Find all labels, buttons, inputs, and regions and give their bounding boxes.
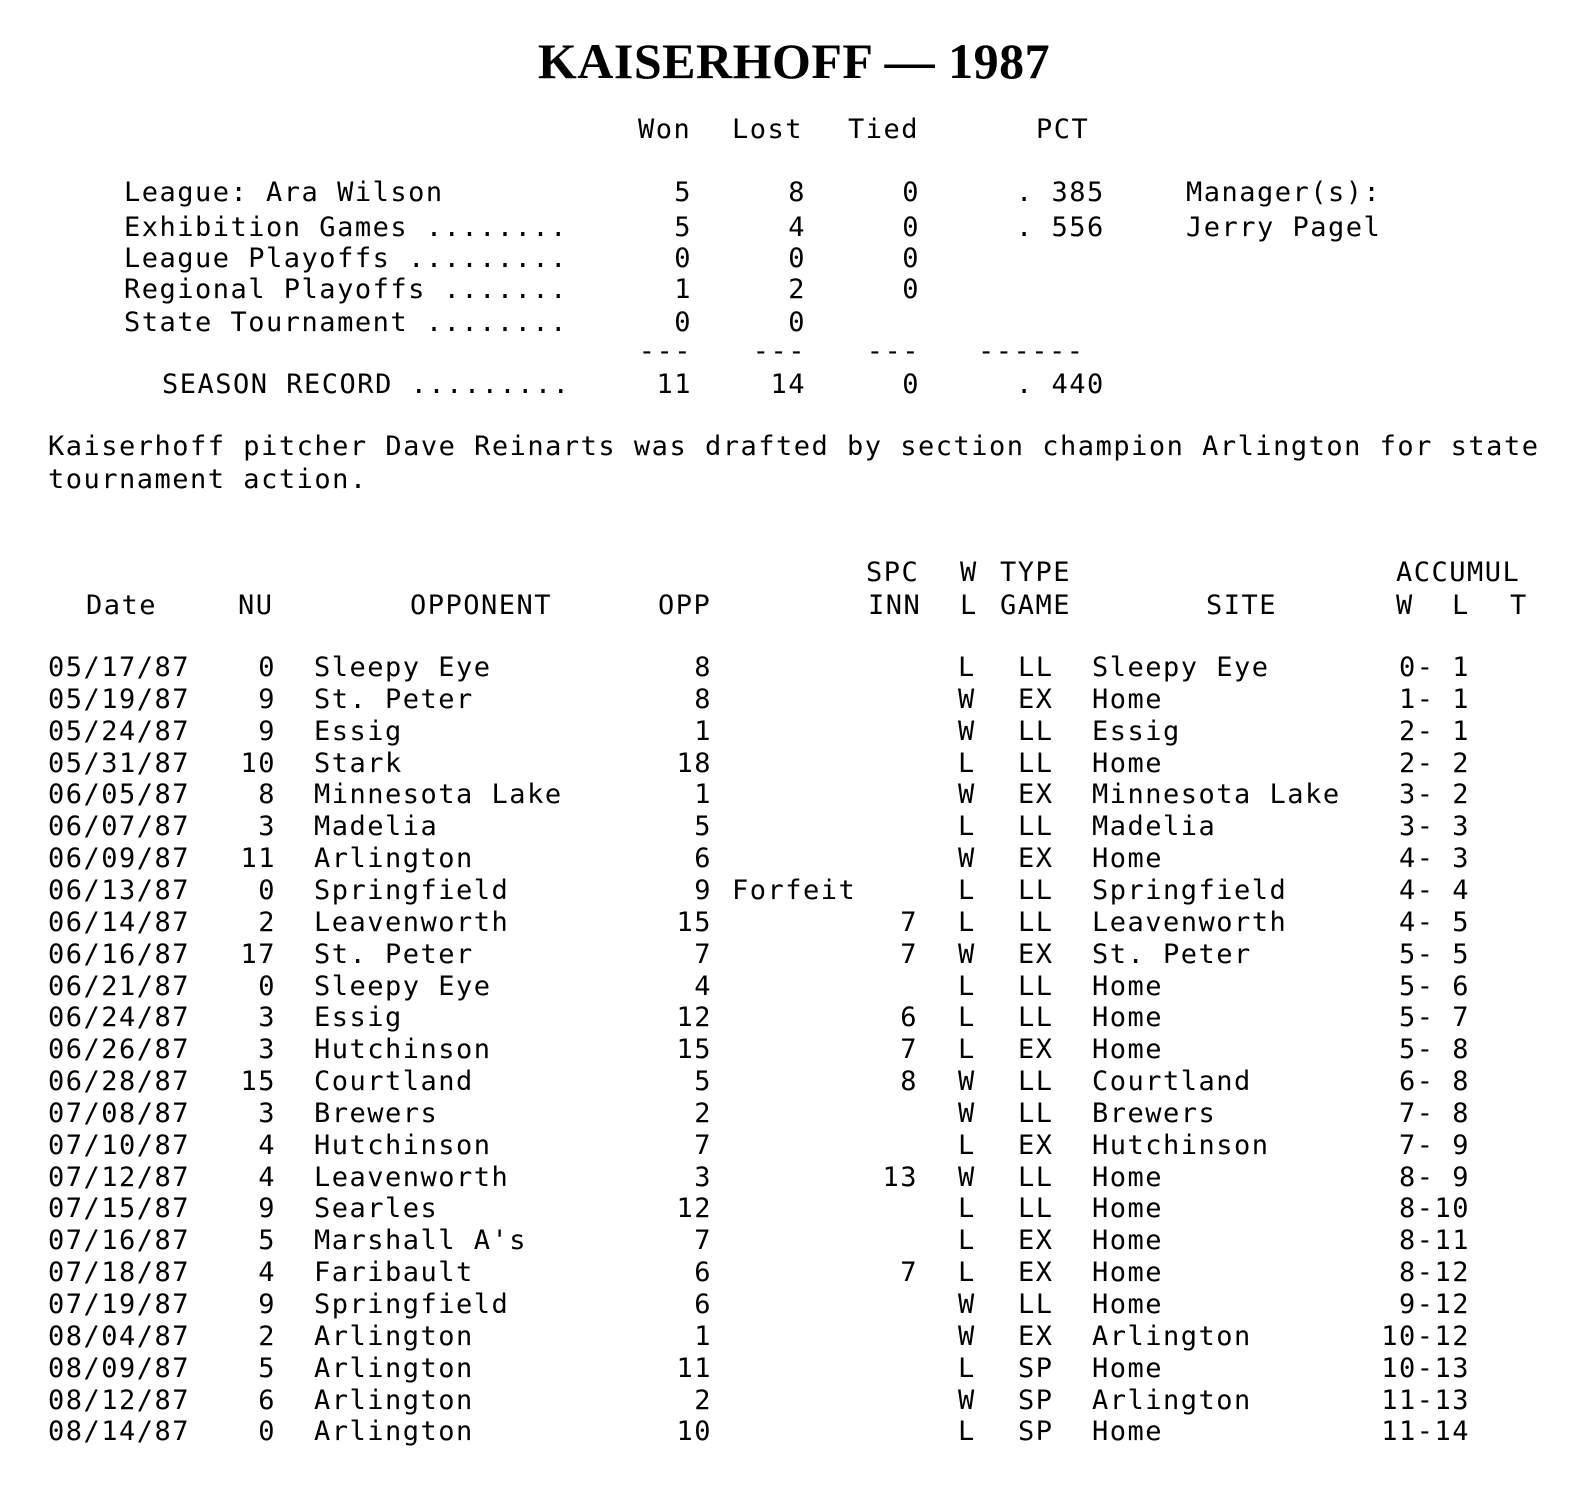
game-type: EX	[1018, 779, 1054, 810]
game-wl: L	[958, 1130, 976, 1161]
game-opp-score: 9	[694, 875, 712, 906]
game-accumulated: 11-13	[1381, 1385, 1470, 1416]
game-date: 06/14/87	[48, 907, 191, 938]
game-accumulated: 4- 3	[1398, 843, 1470, 874]
game-nu: 4	[258, 1162, 276, 1193]
summary-row-label: League: Ara Wilson	[124, 177, 444, 208]
game-opponent: Arlington	[314, 1385, 474, 1416]
game-nu: 3	[258, 1002, 276, 1033]
summary-row-won: 1	[674, 274, 692, 305]
game-accumulated: 2- 1	[1398, 716, 1470, 747]
game-spc-inn: 8	[900, 1066, 918, 1097]
accumul-header: ACCUMUL	[1396, 557, 1521, 588]
game-accumulated: 8-10	[1398, 1193, 1470, 1224]
game-wl: W	[958, 1321, 976, 1352]
game-accumulated: 11-14	[1381, 1416, 1470, 1447]
game-opponent: Arlington	[314, 1353, 474, 1384]
game-accumulated: 4- 4	[1398, 875, 1470, 906]
game-accumulated: 4- 5	[1398, 907, 1470, 938]
summary-row-lost: 4	[788, 212, 806, 243]
game-date: 08/04/87	[48, 1321, 191, 1352]
summary-row-lost: 2	[788, 274, 806, 305]
game-nu: 6	[258, 1385, 276, 1416]
game-wl: L	[958, 1353, 976, 1384]
game-site: Hutchinson	[1092, 1130, 1270, 1161]
game-type: SP	[1018, 1416, 1054, 1447]
game-date: 06/09/87	[48, 843, 191, 874]
game-nu: 4	[258, 1130, 276, 1161]
lost-header: Lost	[732, 114, 804, 145]
game-opp-score: 4	[694, 971, 712, 1002]
summary-row-pct: . 385	[1016, 177, 1105, 208]
game-type: LL	[1018, 1193, 1054, 1224]
summary-row-tied: 0	[902, 274, 920, 305]
game-site: Springfield	[1092, 875, 1288, 906]
won-divider: ---	[638, 336, 692, 367]
game-site: Home	[1092, 684, 1164, 715]
game-opp-score: 6	[694, 1257, 712, 1288]
game-nu: 0	[258, 1416, 276, 1447]
game-type: EX	[1018, 1225, 1054, 1256]
game-site: Brewers	[1092, 1098, 1217, 1129]
l-header: L	[960, 590, 978, 621]
game-opp-score: 1	[694, 1321, 712, 1352]
game-accumulated: 3- 2	[1398, 779, 1470, 810]
game-site: Home	[1092, 1002, 1164, 1033]
game-opp-score: 5	[694, 1066, 712, 1097]
game-opp-score: 8	[694, 652, 712, 683]
game-opp-score: 6	[694, 1289, 712, 1320]
game-wl: W	[958, 1162, 976, 1193]
season-tied: 0	[902, 369, 920, 400]
season-pct: . 440	[1016, 369, 1105, 400]
game-date: 08/09/87	[48, 1353, 191, 1384]
game-site: Leavenworth	[1092, 907, 1288, 938]
game-opp-score: 8	[694, 684, 712, 715]
game-wl: W	[958, 716, 976, 747]
game-site: Home	[1092, 1034, 1164, 1065]
game-nu: 5	[258, 1225, 276, 1256]
acc-l-header: L	[1452, 590, 1470, 621]
game-opponent: Madelia	[314, 811, 439, 842]
game-opponent: Arlington	[314, 843, 474, 874]
game-type: LL	[1018, 652, 1054, 683]
game-type: LL	[1018, 1066, 1054, 1097]
game-opponent: Minnesota Lake	[314, 779, 563, 810]
season-lost: 14	[770, 369, 806, 400]
game-opponent: Essig	[314, 1002, 403, 1033]
game-date: 06/05/87	[48, 779, 191, 810]
game-type: LL	[1018, 1098, 1054, 1129]
game-wl: W	[958, 939, 976, 970]
game-wl: L	[958, 1034, 976, 1065]
game-wl: L	[958, 1225, 976, 1256]
summary-row-won: 0	[674, 243, 692, 274]
game-wl: W	[958, 1385, 976, 1416]
game-nu: 0	[258, 652, 276, 683]
game-opponent: Marshall A's	[314, 1225, 528, 1256]
game-accumulated: 10-13	[1381, 1353, 1470, 1384]
game-opp-score: 7	[694, 1225, 712, 1256]
game-opponent: Sleepy Eye	[314, 971, 492, 1002]
summary-row-label: League Playoffs .........	[124, 243, 568, 274]
game-wl: L	[958, 1002, 976, 1033]
game-nu: 2	[258, 907, 276, 938]
game-accumulated: 5- 6	[1398, 971, 1470, 1002]
game-nu: 4	[258, 1257, 276, 1288]
game-nu: 3	[258, 1034, 276, 1065]
game-opp-score: 7	[694, 939, 712, 970]
summary-row-label: State Tournament ........	[124, 307, 568, 338]
summary-row-label: Exhibition Games ........	[124, 212, 568, 243]
game-nu: 8	[258, 779, 276, 810]
game-spc-inn: 7	[900, 1034, 918, 1065]
game-wl: L	[958, 811, 976, 842]
game-opponent: Springfield	[314, 1289, 510, 1320]
game-site: Home	[1092, 971, 1164, 1002]
won-header: Won	[638, 114, 692, 145]
game-spc-inn: 6	[900, 1002, 918, 1033]
game-nu: 5	[258, 1353, 276, 1384]
game-accumulated: 7- 8	[1398, 1098, 1470, 1129]
game-site: Courtland	[1092, 1066, 1252, 1097]
game-opp-score: 1	[694, 716, 712, 747]
game-nu: 9	[258, 1289, 276, 1320]
game-nu: 2	[258, 1321, 276, 1352]
game-type: EX	[1018, 843, 1054, 874]
game-wl: W	[958, 1098, 976, 1129]
page-title: KAISERHOFF — 1987	[537, 33, 1051, 89]
game-wl: L	[958, 748, 976, 779]
game-date: 07/19/87	[48, 1289, 191, 1320]
game-site: Essig	[1092, 716, 1181, 747]
date-header: Date	[86, 590, 158, 621]
game-type: LL	[1018, 1162, 1054, 1193]
game-opponent: St. Peter	[314, 939, 474, 970]
game-wl: W	[958, 843, 976, 874]
game-wl: L	[958, 907, 976, 938]
game-opponent: Brewers	[314, 1098, 439, 1129]
game-opp-score: 1	[694, 779, 712, 810]
game-type: EX	[1018, 1257, 1054, 1288]
game-opp-score: 15	[676, 907, 712, 938]
game-site: Home	[1092, 843, 1164, 874]
game-wl: L	[958, 1257, 976, 1288]
game-nu: 15	[240, 1066, 276, 1097]
summary-row-tied: 0	[902, 243, 920, 274]
game-accumulated: 2- 2	[1398, 748, 1470, 779]
game-opp-score: 18	[676, 748, 712, 779]
nu-header: NU	[238, 590, 274, 621]
season-note: Kaiserhoff pitcher Dave Reinarts was drafted by section champion Arlington for state tournament action.	[48, 431, 1540, 495]
game-opp-score: 7	[694, 1130, 712, 1161]
summary-row-won: 0	[674, 307, 692, 338]
game-wl: L	[958, 1193, 976, 1224]
game-opponent: Essig	[314, 716, 403, 747]
game-type: LL	[1018, 1002, 1054, 1033]
type-header: TYPE	[1000, 557, 1072, 588]
game-accumulated: 5- 8	[1398, 1034, 1470, 1065]
game-site: Madelia	[1092, 811, 1217, 842]
game-date: 07/18/87	[48, 1257, 191, 1288]
tied-divider: ---	[866, 336, 920, 367]
game-opponent: Arlington	[314, 1416, 474, 1447]
opp-header: OPP	[658, 590, 712, 621]
game-opp-score: 2	[694, 1385, 712, 1416]
game-date: 05/19/87	[48, 684, 191, 715]
game-opponent: Leavenworth	[314, 907, 510, 938]
game-accumulated: 3- 3	[1398, 811, 1470, 842]
game-accumulated: 5- 5	[1398, 939, 1470, 970]
game-type: LL	[1018, 875, 1054, 906]
game-nu: 0	[258, 971, 276, 1002]
game-spc-inn: 7	[900, 907, 918, 938]
summary-row-tied: 0	[902, 177, 920, 208]
game-date: 07/16/87	[48, 1225, 191, 1256]
game-date: 06/21/87	[48, 971, 191, 1002]
game-site: Arlington	[1092, 1321, 1252, 1352]
game-date: 05/17/87	[48, 652, 191, 683]
game-wl: W	[958, 779, 976, 810]
game-note: Forfeit	[732, 875, 857, 906]
game-date: 07/10/87	[48, 1130, 191, 1161]
game-opponent: Faribault	[314, 1257, 474, 1288]
season-won: 11	[656, 369, 692, 400]
opponent-header: OPPONENT	[410, 590, 553, 621]
game-opponent: Hutchinson	[314, 1034, 492, 1065]
game-type: LL	[1018, 907, 1054, 938]
manager-label: Manager(s):	[1186, 177, 1382, 208]
game-opponent: Arlington	[314, 1321, 474, 1352]
game-site: Arlington	[1092, 1385, 1252, 1416]
summary-row-won: 5	[674, 212, 692, 243]
game-type: LL	[1018, 811, 1054, 842]
manager-name: Jerry Pagel	[1186, 212, 1382, 243]
game-opp-score: 11	[676, 1353, 712, 1384]
game-date: 08/14/87	[48, 1416, 191, 1447]
game-accumulated: 6- 8	[1398, 1066, 1470, 1097]
game-header: GAME	[1000, 590, 1072, 621]
game-site: Home	[1092, 1257, 1164, 1288]
game-nu: 9	[258, 716, 276, 747]
game-date: 06/07/87	[48, 811, 191, 842]
game-site: Home	[1092, 1225, 1164, 1256]
game-date: 05/31/87	[48, 748, 191, 779]
game-nu: 9	[258, 1193, 276, 1224]
game-type: EX	[1018, 939, 1054, 970]
game-opponent: Springfield	[314, 875, 510, 906]
game-site: Sleepy Eye	[1092, 652, 1270, 683]
game-site: Home	[1092, 748, 1164, 779]
game-accumulated: 0- 1	[1398, 652, 1470, 683]
game-opp-score: 12	[676, 1002, 712, 1033]
game-date: 07/15/87	[48, 1193, 191, 1224]
game-wl: W	[958, 1289, 976, 1320]
game-nu: 3	[258, 811, 276, 842]
summary-row-pct: . 556	[1016, 212, 1105, 243]
game-opponent: St. Peter	[314, 684, 474, 715]
game-wl: W	[958, 1066, 976, 1097]
game-date: 06/13/87	[48, 875, 191, 906]
game-opp-score: 12	[676, 1193, 712, 1224]
game-site: Home	[1092, 1162, 1164, 1193]
game-opponent: Stark	[314, 748, 403, 779]
game-date: 06/26/87	[48, 1034, 191, 1065]
game-site: St. Peter	[1092, 939, 1252, 970]
game-accumulated: 9-12	[1398, 1289, 1470, 1320]
game-type: EX	[1018, 1034, 1054, 1065]
game-accumulated: 8-12	[1398, 1257, 1470, 1288]
game-opp-score: 2	[694, 1098, 712, 1129]
summary-row-label: Regional Playoffs .......	[124, 274, 568, 305]
game-opponent: Searles	[314, 1193, 439, 1224]
summary-row-lost: 0	[788, 307, 806, 338]
game-accumulated: 5- 7	[1398, 1002, 1470, 1033]
pct-divider: ------	[978, 336, 1085, 367]
game-wl: L	[958, 652, 976, 683]
game-wl: W	[958, 684, 976, 715]
game-opp-score: 3	[694, 1162, 712, 1193]
w-header: W	[960, 557, 978, 588]
acc-t-header: T	[1510, 590, 1528, 621]
acc-w-header: W	[1396, 590, 1414, 621]
game-nu: 3	[258, 1098, 276, 1129]
game-wl: L	[958, 1416, 976, 1447]
game-type: LL	[1018, 1289, 1054, 1320]
game-nu: 10	[240, 748, 276, 779]
game-type: EX	[1018, 684, 1054, 715]
game-site: Minnesota Lake	[1092, 779, 1341, 810]
game-site: Home	[1092, 1193, 1164, 1224]
spc-header: SPC	[866, 557, 920, 588]
game-opp-score: 10	[676, 1416, 712, 1447]
lost-divider: ---	[752, 336, 806, 367]
game-type: LL	[1018, 716, 1054, 747]
game-nu: 0	[258, 875, 276, 906]
game-accumulated: 8- 9	[1398, 1162, 1470, 1193]
tied-header: Tied	[848, 114, 920, 145]
game-date: 06/16/87	[48, 939, 191, 970]
game-site: Home	[1092, 1353, 1164, 1384]
summary-row-lost: 8	[788, 177, 806, 208]
game-date: 05/24/87	[48, 716, 191, 747]
summary-row-won: 5	[674, 177, 692, 208]
game-date: 08/12/87	[48, 1385, 191, 1416]
game-opp-score: 15	[676, 1034, 712, 1065]
inn-header: INN	[868, 590, 922, 621]
site-header: SITE	[1206, 590, 1278, 621]
game-type: LL	[1018, 748, 1054, 779]
game-spc-inn: 7	[900, 1257, 918, 1288]
game-opponent: Sleepy Eye	[314, 652, 492, 683]
game-opponent: Courtland	[314, 1066, 474, 1097]
game-opp-score: 5	[694, 811, 712, 842]
game-accumulated: 10-12	[1381, 1321, 1470, 1352]
season-record-label: SEASON RECORD .........	[162, 369, 571, 400]
game-nu: 17	[240, 939, 276, 970]
summary-row-lost: 0	[788, 243, 806, 274]
game-opponent: Leavenworth	[314, 1162, 510, 1193]
game-date: 06/28/87	[48, 1066, 191, 1097]
game-opponent: Hutchinson	[314, 1130, 492, 1161]
game-accumulated: 8-11	[1398, 1225, 1470, 1256]
game-spc-inn: 7	[900, 939, 918, 970]
game-date: 07/12/87	[48, 1162, 191, 1193]
game-nu: 11	[240, 843, 276, 874]
game-type: LL	[1018, 971, 1054, 1002]
game-wl: L	[958, 971, 976, 1002]
summary-row-tied: 0	[902, 212, 920, 243]
pct-header: PCT	[1036, 114, 1090, 145]
game-accumulated: 7- 9	[1398, 1130, 1470, 1161]
game-date: 07/08/87	[48, 1098, 191, 1129]
game-opp-score: 6	[694, 843, 712, 874]
game-date: 06/24/87	[48, 1002, 191, 1033]
game-type: EX	[1018, 1130, 1054, 1161]
game-site: Home	[1092, 1416, 1164, 1447]
game-wl: L	[958, 875, 976, 906]
game-site: Home	[1092, 1289, 1164, 1320]
game-type: EX	[1018, 1321, 1054, 1352]
game-spc-inn: 13	[882, 1162, 918, 1193]
game-nu: 9	[258, 684, 276, 715]
game-accumulated: 1- 1	[1398, 684, 1470, 715]
game-type: SP	[1018, 1353, 1054, 1384]
game-type: SP	[1018, 1385, 1054, 1416]
